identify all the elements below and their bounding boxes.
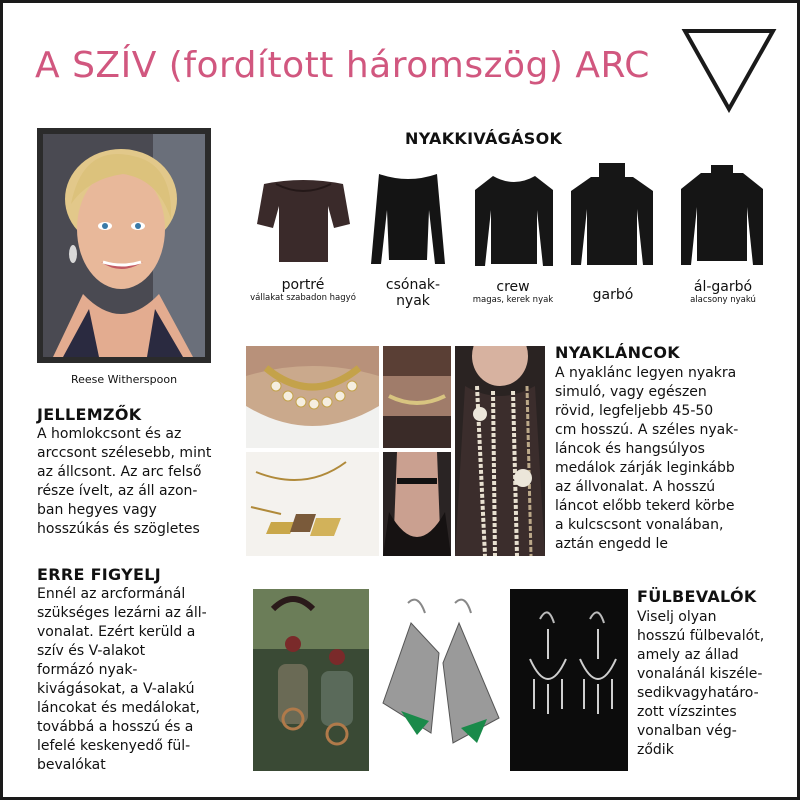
text-line: aztán engedd le xyxy=(555,536,669,552)
neckline-boatneck xyxy=(363,277,463,309)
text-line: sedikvagyhatáro- xyxy=(637,685,759,701)
text-line: láncot előbb tekerd körbe xyxy=(555,498,735,514)
neckline-label: portré xyxy=(281,277,325,293)
text-line: láncokat és medálokat, xyxy=(37,700,200,716)
text-line: medálok zárják leginkább xyxy=(555,460,735,476)
text-line: arccsont szélesebb, mint xyxy=(37,445,212,461)
portrait-photo xyxy=(37,128,211,363)
text-line: kivágásokat, a V-alakú xyxy=(37,681,195,697)
neckline-label: csónak- xyxy=(385,277,441,293)
garment-portrait-image xyxy=(256,166,351,266)
necklines-heading: NYAKKIVÁGÁSOK xyxy=(405,129,563,148)
text-line: cm hosszú. A széles nyak- xyxy=(555,422,739,438)
earring-photo-art-deco xyxy=(373,593,505,773)
text-line: hosszúkás és szögletes xyxy=(37,521,200,537)
text-line: része ívelt, az áll azon- xyxy=(37,483,198,499)
text-line: Ennél az arcformánál xyxy=(37,586,186,602)
text-line: A homlokcsont és az xyxy=(37,426,182,442)
garment-boatneck-image xyxy=(369,168,447,268)
earrings-heading: FÜLBEVALÓK xyxy=(637,587,757,606)
garment-crew-image xyxy=(473,170,555,270)
features-text xyxy=(37,425,237,539)
text-line: hosszú fülbevalót, xyxy=(637,628,765,644)
necklace-photo-choker xyxy=(383,346,451,448)
necklace-photo-velvet-choker xyxy=(383,452,451,556)
neckline-label: crew xyxy=(496,279,530,295)
neckline-mockneck xyxy=(663,279,783,305)
necklaces-heading: NYAKLÁNCOK xyxy=(555,343,680,362)
text-line: rövid, legfeljebb 45-50 xyxy=(555,403,714,419)
earring-photo-chandelier xyxy=(510,589,628,771)
text-line: vonalat. Ezért kerüld a xyxy=(37,624,196,640)
inverted-triangle-icon xyxy=(681,27,777,113)
neckline-crew xyxy=(453,279,573,305)
garment-mockneck-image xyxy=(679,161,765,271)
neckline-sublabel: vállakat szabadon hagyó xyxy=(250,293,356,303)
page-title: A SZÍV (fordított háromszög) ARC xyxy=(35,45,650,86)
neckline-label: ál-garbó xyxy=(693,279,753,295)
earrings-text xyxy=(637,608,799,760)
text-line: továbbá a hosszú és a xyxy=(37,719,194,735)
text-line: ban hegyes vagy xyxy=(37,502,157,518)
text-line: a kulcscsont vonalában, xyxy=(555,517,724,533)
text-line: szükséges lezárni az áll- xyxy=(37,605,207,621)
neckline-sublabel: magas, kerek nyak xyxy=(472,295,554,305)
text-line: A nyaklánc legyen nyakra xyxy=(555,365,737,381)
text-line: az állvonalat. A hosszú xyxy=(555,479,716,495)
text-line: zott vízszintes xyxy=(637,704,737,720)
necklaces-text xyxy=(555,364,800,554)
neckline-sublabel: alacsony nyakú xyxy=(690,295,756,305)
neckline-turtleneck xyxy=(568,287,658,303)
attention-text xyxy=(37,585,247,775)
neckline-portrait xyxy=(233,277,373,303)
text-line: formázó nyak- xyxy=(37,662,138,678)
necklace-photo-chunky-chain xyxy=(246,346,379,448)
necklace-photo-pendant xyxy=(246,452,379,556)
text-line: vonalánál kiszéle- xyxy=(637,666,763,682)
text-line: ződik xyxy=(637,742,674,758)
portrait-caption: Reese Witherspoon xyxy=(70,373,178,386)
text-line: vonalban vég- xyxy=(637,723,737,739)
text-line: lefelé keskenyedő fül- xyxy=(37,738,191,754)
attention-heading: ERRE FIGYELJ xyxy=(37,565,161,584)
text-line: láncok és hangsúlyos xyxy=(555,441,705,457)
neckline-label-line2: nyak xyxy=(396,293,430,309)
text-line: szív és V-alakot xyxy=(37,643,146,659)
text-line: Viselj olyan xyxy=(637,609,717,625)
neckline-label: garbó xyxy=(592,287,634,303)
text-line: bevalókat xyxy=(37,757,106,773)
text-line: amely az állad xyxy=(637,647,739,663)
necklace-photo-pearls xyxy=(455,346,545,556)
text-line: simuló, vagy egészen xyxy=(555,384,707,400)
earring-photo-stone-drops xyxy=(253,589,369,771)
text-line: az állcsont. Az arc felső xyxy=(37,464,202,480)
features-heading: JELLEMZŐK xyxy=(37,405,142,424)
garment-turtleneck-image xyxy=(569,161,655,271)
